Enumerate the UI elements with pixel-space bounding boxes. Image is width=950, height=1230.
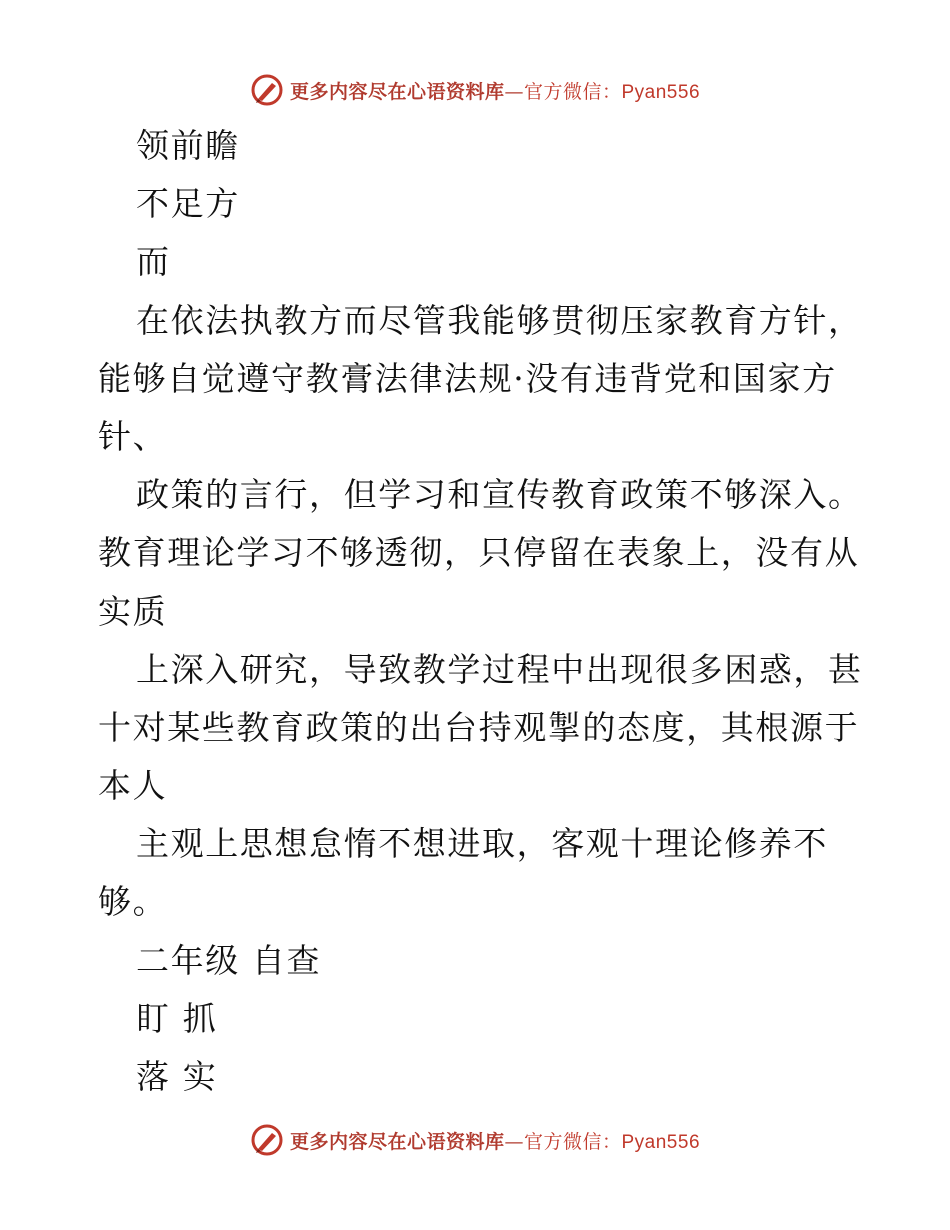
- text-line: 能够自觉遵守教膏法律法规·没有违背党和国家方: [98, 358, 837, 398]
- text-line: 在依法执教方而尽管我能够贯彻压家教育方针，: [136, 300, 863, 340]
- pen-logo-icon: [250, 1123, 284, 1157]
- text-line: 够。: [98, 882, 168, 922]
- document-body: [98, 117, 863, 1106]
- text-line: 针、: [98, 416, 168, 456]
- text-line: 领前瞻: [136, 126, 240, 165]
- footer-banner-text: [290, 1127, 700, 1154]
- header-watermark-banner: [0, 70, 950, 110]
- footer-watermark-banner: [0, 1120, 950, 1160]
- text-line: 落 实: [136, 1057, 218, 1096]
- header-wechat-label: 官方微信：: [523, 80, 622, 103]
- text-line: 主观上思想怠惰不想进取，客观十理论修养不: [136, 824, 828, 864]
- header-banner-text: [290, 77, 700, 104]
- text-line: 教育理论学习不够透彻，只停留在表象上，没有从: [98, 533, 860, 573]
- footer-site-text: 更多内容尽在心语资料库: [289, 1130, 505, 1153]
- text-line: 十对某些教育政策的出台持观掣的态度，其根源于: [98, 707, 860, 747]
- header-separator: —: [504, 80, 524, 103]
- footer-wechat-handle: Pyan556: [621, 1131, 701, 1153]
- text-line: 盯 抓: [136, 998, 218, 1038]
- text-line: 政策的言行，但学习和宣传教育政策不够深入。: [136, 475, 863, 515]
- pen-logo-icon: [250, 73, 284, 107]
- text-line: 本人: [98, 766, 168, 806]
- text-line: 不足方: [136, 184, 240, 224]
- header-wechat-handle: Pyan556: [621, 81, 701, 103]
- footer-separator: —: [504, 1130, 524, 1153]
- text-line: 二年级 自查: [136, 940, 322, 980]
- text-line: 实质: [98, 591, 168, 631]
- footer-wechat-label: 官方微信：: [523, 1130, 622, 1153]
- text-line: 上深入研究，导致教学过程中出现很多困惑，甚: [136, 649, 863, 689]
- text-line: 而: [136, 242, 171, 282]
- header-site-text: 更多内容尽在心语资料库: [289, 80, 505, 103]
